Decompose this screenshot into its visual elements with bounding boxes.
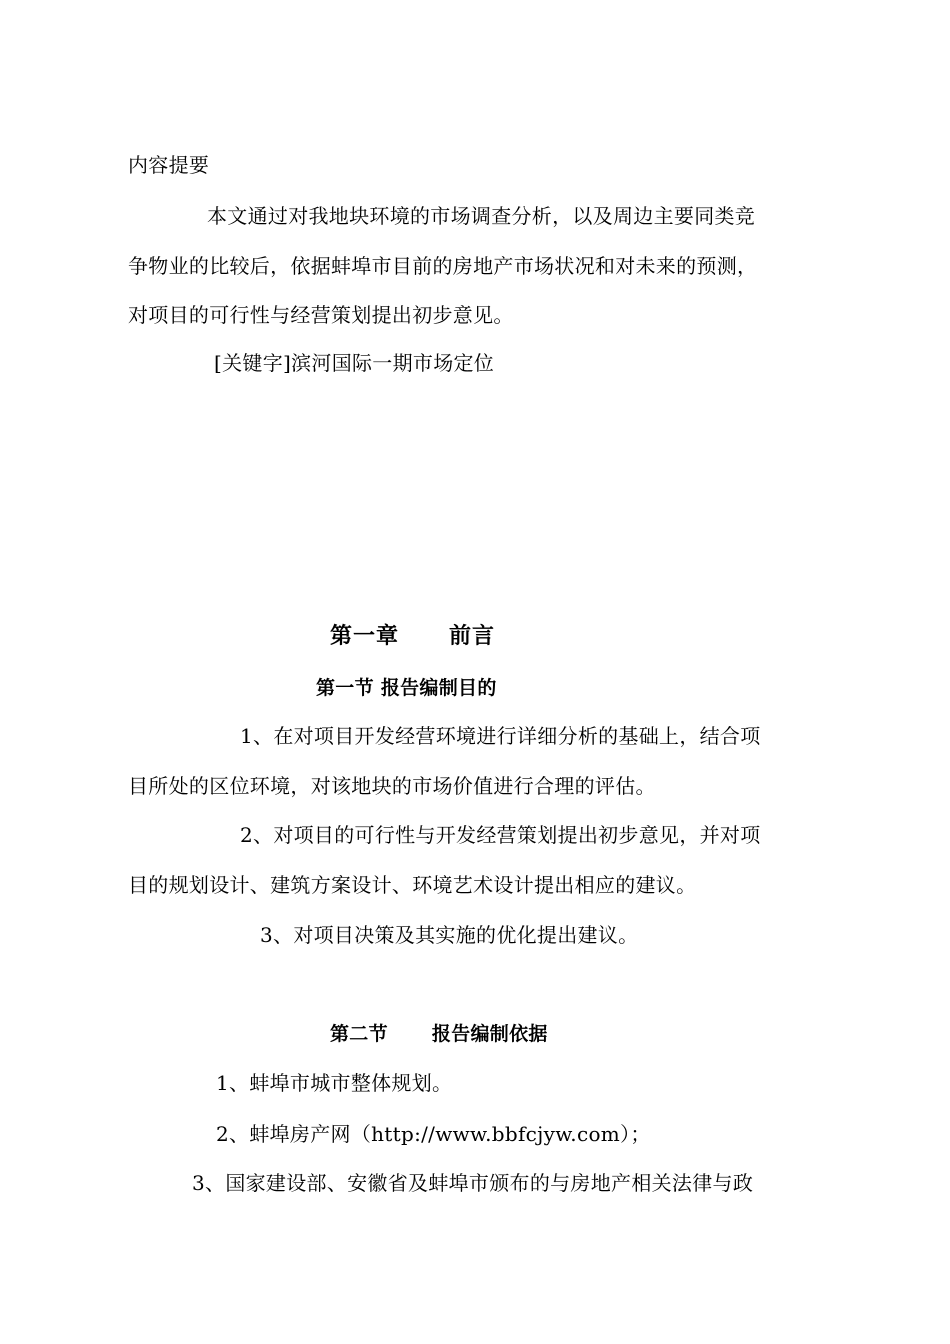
chapter-title: 前言 <box>449 624 496 649</box>
section1-item3-line: 3、对项目决策及其实施的优化提出建议。 <box>260 923 639 947</box>
keywords-line: [关键字]滨河国际一期市场定位 <box>214 351 495 375</box>
section2-item2-line: 2、蚌埠房产网（http://www.bbfcjyw.com）； <box>216 1122 651 1146</box>
section-heading: 第一节 报告编制目的 <box>316 677 497 699</box>
section1-item2-line: 2、对项目的可行性与开发经营策划提出初步意见，并对项 <box>240 823 761 847</box>
chapter-heading <box>330 624 495 650</box>
section2-title: 报告编制依据 <box>431 1023 548 1045</box>
abstract-paragraph-line: 本文通过对我地块环境的市场调查分析，以及周边主要同类竞 <box>207 204 756 228</box>
abstract-paragraph-line: 对项目的可行性与经营策划提出初步意见。 <box>128 303 514 327</box>
section1-item1-line: 1、在对项目开发经营环境进行详细分析的基础上，结合项 <box>240 724 761 748</box>
abstract-paragraph-line: 争物业的比较后，依据蚌埠市目前的房地产市场状况和对未来的预测， <box>128 254 758 278</box>
section2-label: 第二节 <box>330 1023 388 1045</box>
section2-item3-line: 3、国家建设部、安徽省及蚌埠市颁布的与房地产相关法律与政 <box>192 1171 754 1195</box>
section1-item1-line: 目所处的区位环境，对该地块的市场价值进行合理的评估。 <box>128 774 656 798</box>
section2-item1-line: 1、蚌埠市城市整体规划。 <box>216 1071 453 1095</box>
section2-heading <box>330 1021 548 1047</box>
abstract-heading: 内容提要 <box>128 153 210 177</box>
chapter-label: 第一章 <box>330 624 400 649</box>
section1-item2-line: 目的规划设计、建筑方案设计、环境艺术设计提出相应的建议。 <box>128 873 697 897</box>
